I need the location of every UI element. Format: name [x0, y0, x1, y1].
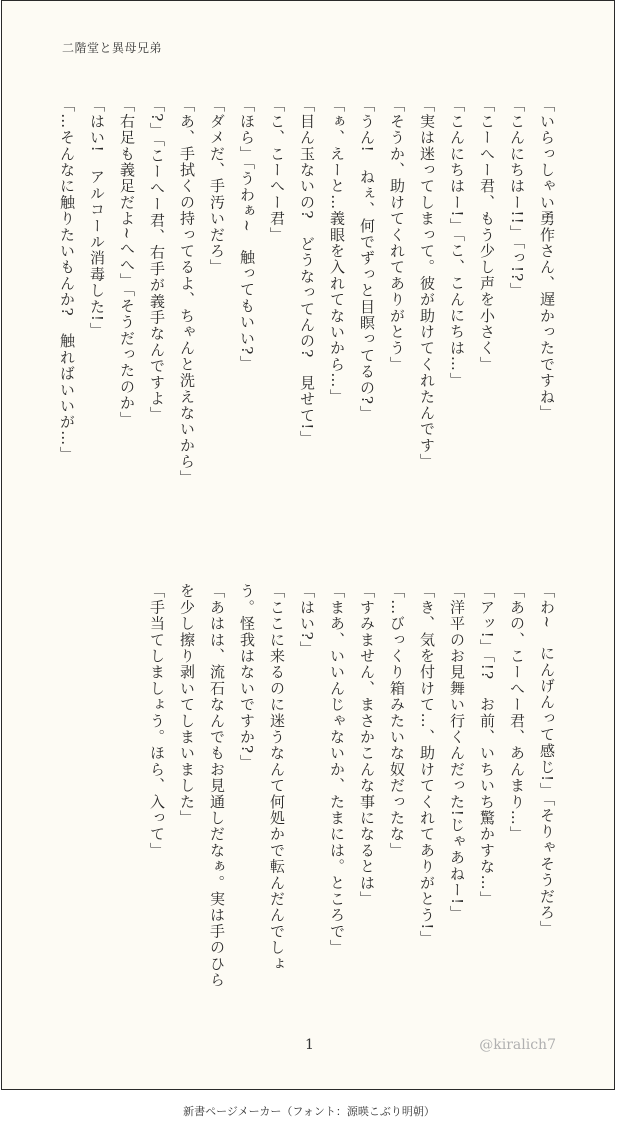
- text-line: 「ダメだ、手汚いだろ」: [208, 97, 226, 276]
- text-line: 「…そんなに触りたいもんか? 触ればいいが…」: [58, 97, 76, 463]
- text-line: 「ほら」「うわぁ~ 触ってもいい?」: [238, 97, 256, 372]
- text-line: 「アッ!」「!? お前、いちいち驚かすな…」: [478, 583, 496, 907]
- text-line: 「手当てしましょう。ほら、入って」: [148, 583, 166, 859]
- text-line: 「右足も義足だよ~へへ」「そうだったのか」: [118, 97, 136, 428]
- text-line: 「…びっくり箱みたいな奴だったな」: [388, 583, 406, 859]
- text-line: 「き、気を付けて…、助けてくれてありがとう!」: [418, 583, 436, 947]
- text-line: 「あの、こーへー君、あんまり…」: [508, 583, 526, 843]
- footer-credit: 新書ページメーカー（フォント：源暎こぶり明朝）: [183, 1105, 435, 1118]
- text-line: 「はい?」: [298, 583, 316, 658]
- text-line: 「そうか、助けてくれてありがとう」: [388, 97, 406, 373]
- text-line: 「はい! アルコール消毒した!」: [88, 97, 106, 339]
- text-line: 「まあ、いいんじゃないか、たまには。ところで」: [328, 583, 346, 956]
- text-line: 「うん! ねぇ、何でずっと目瞑ってるの?」: [358, 97, 376, 422]
- text-line: 「あ、手拭くの持ってるよ、ちゃんと洗えないから」: [178, 97, 196, 486]
- text-line: 「いらっしゃい勇作さん、遅かったですね」: [538, 97, 556, 421]
- text-block-bottom: [142, 583, 562, 993]
- page-number: 1: [305, 1037, 314, 1053]
- text-line: 「こんにちはー!」「こ、こんにちは…」: [448, 97, 466, 389]
- text-block-top: [52, 97, 562, 507]
- text-line: 「こ、こーへー君」: [268, 97, 286, 243]
- text-line: 「こんにちはー!!」「っ!?」: [508, 97, 526, 299]
- text-line: 「あはは、流石なんでもお見通しだなぁ。実は手のひらを少し擦り剥いてしまいました」: [178, 583, 226, 988]
- text-line: 「実は迷ってしまって。彼が助けてくれたんです」: [418, 97, 436, 470]
- text-line: 「わ~ にんげんって感じ!」「そりゃそうだろ」: [538, 583, 556, 937]
- text-line: 「ここに来るのに迷うなんて何処かで転んだんでしょう。怪我はないですか?」: [238, 583, 286, 972]
- text-line: 「?」「こーへー君、右手が義手なんですよ」: [148, 97, 166, 423]
- text-line: 「すみません、まさかこんな事になるとは」: [358, 583, 376, 907]
- text-line: 「洋平のお見舞い行くんだった!じゃあねー!」: [448, 583, 466, 922]
- text-line: 「こーへー君、もう少し声を小さく」: [478, 97, 496, 373]
- text-line: 「目ん玉ないの? どうなってんの? 見せて!」: [298, 97, 316, 447]
- text-line: 「ぁ、えーと…義眼を入れてないから…」: [328, 97, 346, 405]
- author-handle: @kiralich7: [479, 1037, 556, 1053]
- manuscript-page: [1, 0, 615, 1090]
- page-title: 二階堂と異母兄弟: [62, 41, 163, 55]
